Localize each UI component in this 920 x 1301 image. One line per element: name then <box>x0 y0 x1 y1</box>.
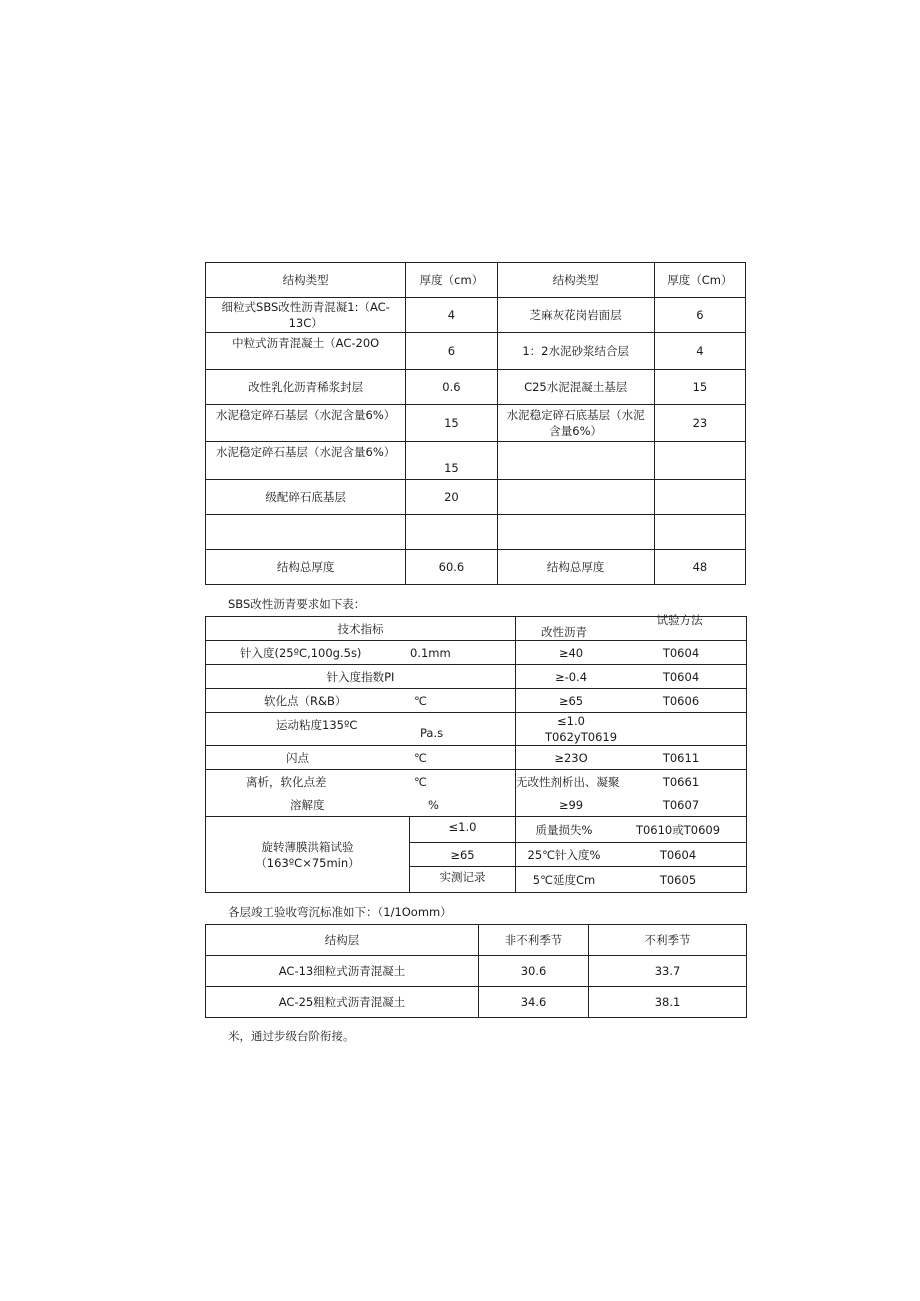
cell-structure: 水泥稳定碎石基层（水泥含量6%） <box>206 442 406 480</box>
cell-structure: 细粒式SBS改性沥青混凝1:（AC-13C） <box>206 298 406 333</box>
cell-value: ≥-0.4 <box>554 669 588 684</box>
rtfot-item: 25℃针入度% <box>527 847 601 862</box>
header-layer: 结构层 <box>206 925 479 956</box>
cell-normal: 30.6 <box>479 956 589 987</box>
table-row <box>206 442 746 480</box>
table-row <box>206 370 746 405</box>
rtfot-item-method <box>516 817 747 843</box>
cell-structure <box>497 442 654 480</box>
cell-thickness: 6 <box>654 298 745 333</box>
sbs-caption: SBS改性沥青要求如下表： <box>228 597 366 611</box>
rtfot-row <box>206 817 747 843</box>
cell-index <box>206 689 516 713</box>
cell-thickness: 0.6 <box>406 370 497 405</box>
header-thickness-2: 厚度（Cm） <box>654 263 745 298</box>
cell-value-method <box>516 689 747 713</box>
header-modified-asphalt: 改性沥青 <box>541 624 587 639</box>
cell-adverse: 38.1 <box>589 987 747 1018</box>
cell-structure: C25水泥混凝土基层 <box>497 370 654 405</box>
cell-structure: 水泥稳定碎石基层（水泥含量6%） <box>206 405 406 442</box>
cell-structure: 1：2水泥砂浆结合层 <box>497 333 654 370</box>
table-row <box>206 665 747 689</box>
cell-value-method <box>516 641 747 665</box>
cell-thickness: 6 <box>406 333 497 370</box>
cell-normal: 34.6 <box>479 987 589 1018</box>
cell-value: ≥23O <box>554 750 588 765</box>
cell-index-name: 闪点 <box>286 750 309 765</box>
cell-value-method <box>516 746 747 770</box>
cell-structure: 改性乳化沥青稀浆封层 <box>206 370 406 405</box>
cell-value-method <box>516 665 747 689</box>
cell-method: T0604 <box>662 645 700 660</box>
rtfot-method: T0610或T0609 <box>635 822 721 837</box>
cell-value: ≥40 <box>558 645 584 660</box>
cell-index-unit: % <box>428 797 439 812</box>
cell-value: ≥99 <box>558 797 584 812</box>
header-tech-index: 技术指标 <box>206 617 516 641</box>
deflection-caption: 各层竣工验收弯沉标准如下：（1/1Oomm） <box>228 905 452 919</box>
cell-value: ≥65 <box>558 693 584 708</box>
table-row <box>206 405 746 442</box>
rtfot-label <box>206 817 410 893</box>
table-header-row <box>206 263 746 298</box>
rtfot-item-method <box>516 867 747 893</box>
cell-index <box>206 665 516 689</box>
table-row <box>206 987 747 1018</box>
cell-total-value: 60.6 <box>406 550 497 585</box>
cell-thickness: 15 <box>654 370 745 405</box>
rtfot-method: T0605 <box>659 872 697 887</box>
cell-index-name: 软化点（R&B） <box>264 693 347 708</box>
cell-thickness: 23 <box>654 405 745 442</box>
cell-structure <box>206 515 406 550</box>
cell-method: T0611 <box>662 750 700 765</box>
cell-structure <box>497 480 654 515</box>
table-row <box>206 770 747 794</box>
rtfot-method: T0604 <box>659 847 697 862</box>
table-row <box>206 515 746 550</box>
cell-thickness: 20 <box>406 480 497 515</box>
table-header-row <box>206 617 747 641</box>
cell-thickness <box>654 480 745 515</box>
header-adverse-season: 不利季节 <box>589 925 747 956</box>
cell-index-unit: ℃ <box>414 750 427 765</box>
rtfot-limit: 实测记录 <box>410 867 516 893</box>
cell-index <box>206 713 516 746</box>
header-test-method: 试验方法 <box>656 612 703 627</box>
table-row <box>206 956 747 987</box>
header-thickness: 厚度（cm） <box>406 263 497 298</box>
header-structure-type: 结构类型 <box>206 263 406 298</box>
deflection-standard-table <box>205 924 747 1018</box>
cell-structure <box>497 515 654 550</box>
cell-thickness <box>654 515 745 550</box>
cell-value: 无改性剂析出、凝聚 <box>516 774 620 789</box>
rtfot-item: 质量损失% <box>535 822 593 837</box>
table-total-row <box>206 550 746 585</box>
cell-total-value: 48 <box>654 550 745 585</box>
cell-index-unit: ℃ <box>414 774 427 789</box>
rtfot-label-line2: （163ºC×75min） <box>255 855 360 870</box>
cell-index-unit: ℃ <box>414 693 427 708</box>
cell-index <box>206 793 516 817</box>
rtfot-item: 5℃延度Cm <box>532 872 596 887</box>
cell-layer: AC-13细粒式沥青混凝土 <box>206 956 479 987</box>
table-row <box>206 298 746 333</box>
sbs-requirements-table <box>205 612 747 893</box>
table-row <box>206 480 746 515</box>
cell-thickness: 4 <box>654 333 745 370</box>
cell-method: T062yT0619 <box>544 730 618 744</box>
header-structure-type-2: 结构类型 <box>497 263 654 298</box>
cell-structure: 中粒式沥青混凝土（AC-20O <box>206 333 406 370</box>
cell-thickness <box>406 515 497 550</box>
table-header-row <box>206 925 747 956</box>
cell-index-name: 针入度(25ºC,100g.5s) <box>240 645 362 660</box>
table-row <box>206 689 747 713</box>
cell-index <box>206 770 516 794</box>
rtfot-label-line1: 旋转薄膜洪箱试验 <box>261 839 354 854</box>
cell-adverse: 33.7 <box>589 956 747 987</box>
table-row <box>206 333 746 370</box>
cell-index-unit: 0.1mm <box>410 645 451 660</box>
rtfot-item-method <box>516 843 747 867</box>
cell-index-unit: Pa.s <box>420 726 444 740</box>
table-row <box>206 641 747 665</box>
header-modified-method <box>516 612 747 641</box>
cell-structure: 芝麻灰花岗岩面层 <box>497 298 654 333</box>
cell-index-name: 运动粘度135ºC <box>276 718 358 732</box>
header-normal-season: 非不利季节 <box>479 925 589 956</box>
cell-method: T0607 <box>662 797 700 812</box>
rtfot-limit: ≥65 <box>410 843 516 867</box>
cell-total-label: 结构总厚度 <box>206 550 406 585</box>
table-row <box>206 793 747 817</box>
cell-index-name: 针入度指数PI <box>326 669 395 684</box>
cell-structure: 水泥稳定碎石底基层（水泥含量6%） <box>497 405 654 442</box>
pavement-structure-table <box>205 262 746 585</box>
cell-total-label: 结构总厚度 <box>497 550 654 585</box>
cell-thickness: 4 <box>406 298 497 333</box>
table-row <box>206 746 747 770</box>
cell-index <box>206 746 516 770</box>
cell-structure: 级配碎石底基层 <box>206 480 406 515</box>
cell-value-method <box>516 770 747 794</box>
table-row <box>206 713 747 746</box>
cell-layer: AC-25粗粒式沥青混凝土 <box>206 987 479 1018</box>
cell-value-method <box>516 793 747 817</box>
cell-index <box>206 641 516 665</box>
cell-thickness: 15 <box>406 405 497 442</box>
cell-thickness: 15 <box>406 442 497 480</box>
cell-method: T0604 <box>662 669 700 684</box>
cell-index-name: 溶解度 <box>290 797 325 812</box>
rtfot-limit: ≤1.0 <box>410 817 516 843</box>
cell-value: ≤1.0 <box>557 714 585 728</box>
cell-value-method <box>516 713 747 746</box>
footer-text: 米，通过步级台阶衔接。 <box>228 1029 355 1043</box>
cell-method: T0606 <box>662 693 700 708</box>
cell-method: T0661 <box>662 774 700 789</box>
cell-index-name: 离析，软化点差 <box>246 774 327 789</box>
cell-thickness <box>654 442 745 480</box>
